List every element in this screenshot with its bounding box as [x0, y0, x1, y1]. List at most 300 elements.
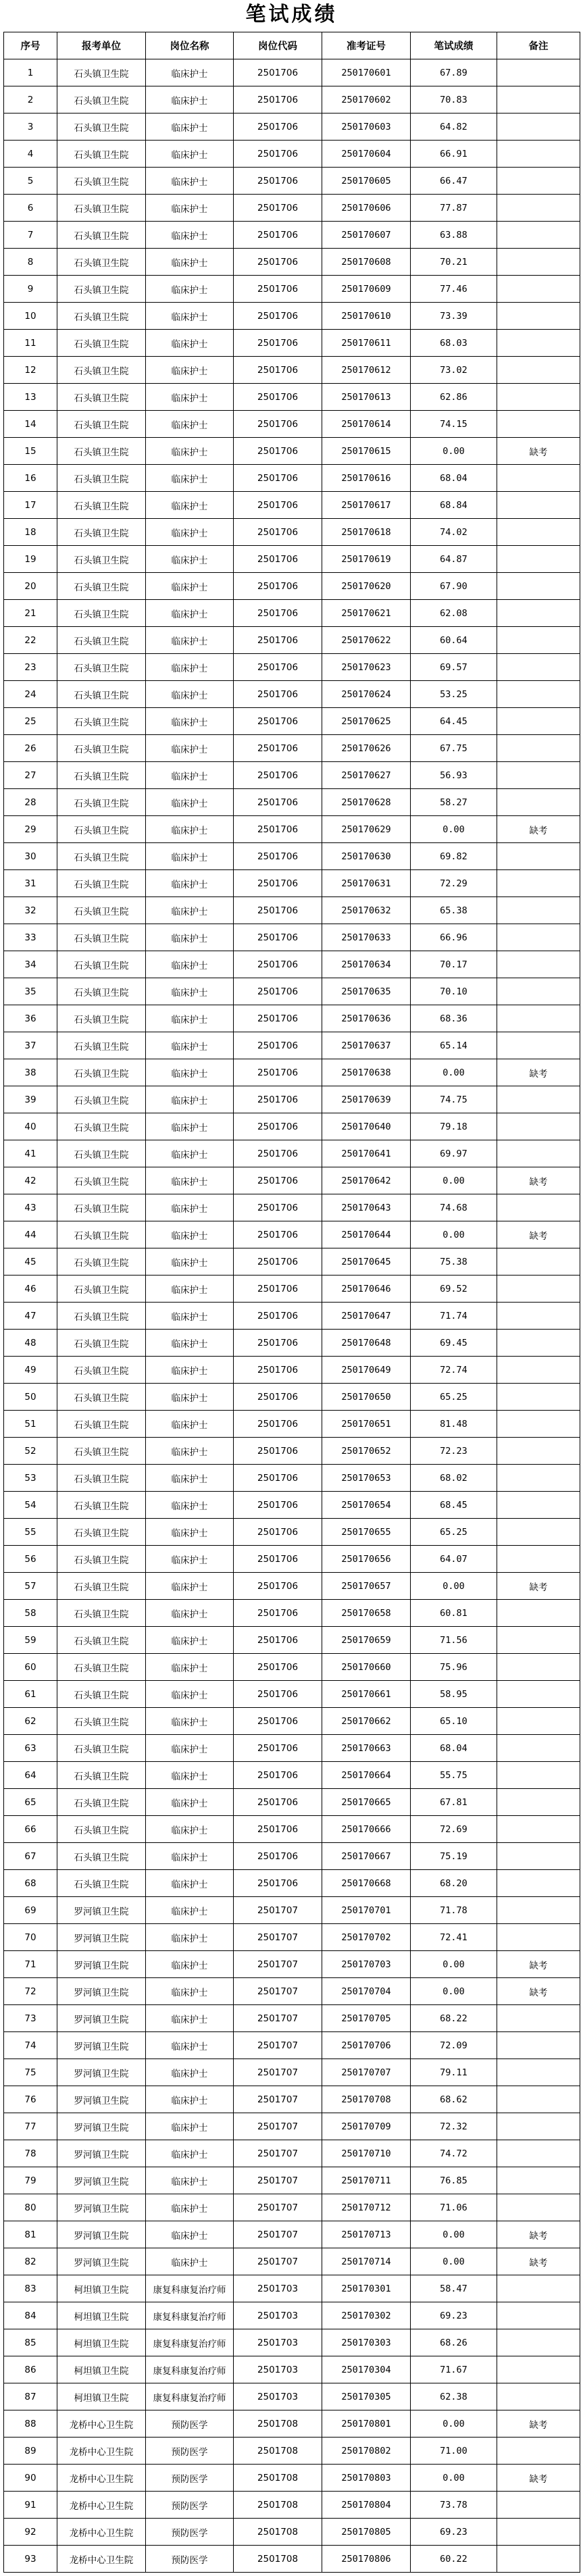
- table-row: [4, 1951, 580, 1978]
- cell-row-index: 93: [4, 2546, 57, 2573]
- table-row: [4, 357, 580, 384]
- cell-score: 66.47: [411, 168, 497, 195]
- cell-position-code: 2501706: [234, 330, 322, 357]
- cell-ticket-number: 250170710: [322, 2140, 411, 2167]
- cell-score: 0.00: [411, 1221, 497, 1248]
- cell-position-code: 2501707: [234, 1897, 322, 1924]
- cell-position-code: 2501706: [234, 1573, 322, 1600]
- cell-position-name: 临床护士: [146, 2167, 234, 2194]
- cell-score: 64.82: [411, 113, 497, 141]
- cell-remark: [497, 465, 580, 492]
- cell-position-name: 临床护士: [146, 1032, 234, 1059]
- cell-row-index: 62: [4, 1708, 57, 1735]
- cell-position-name: 临床护士: [146, 1789, 234, 1816]
- cell-row-index: 65: [4, 1789, 57, 1816]
- cell-row-index: 54: [4, 1492, 57, 1519]
- cell-position-code: 2501706: [234, 1086, 322, 1113]
- cell-unit: 石头镇卫生院: [57, 411, 146, 438]
- cell-ticket-number: 250170633: [322, 924, 411, 951]
- table-row: [4, 1924, 580, 1951]
- cell-remark: [497, 654, 580, 681]
- table-row: [4, 573, 580, 600]
- cell-unit: 石头镇卫生院: [57, 1519, 146, 1546]
- table-row: [4, 1411, 580, 1438]
- cell-unit: 石头镇卫生院: [57, 735, 146, 762]
- table-row: [4, 1546, 580, 1573]
- cell-position-name: 康复科康复治疗师: [146, 2356, 234, 2383]
- cell-ticket-number: 250170701: [322, 1897, 411, 1924]
- cell-position-code: 2501706: [234, 1059, 322, 1086]
- cell-row-index: 77: [4, 2113, 57, 2140]
- cell-position-code: 2501706: [234, 762, 322, 789]
- cell-position-code: 2501708: [234, 2438, 322, 2465]
- cell-remark: [497, 1627, 580, 1654]
- cell-ticket-number: 250170614: [322, 411, 411, 438]
- cell-score: 0.00: [411, 1059, 497, 1086]
- cell-row-index: 60: [4, 1654, 57, 1681]
- cell-remark: [497, 168, 580, 195]
- cell-row-index: 83: [4, 2275, 57, 2302]
- table-row: [4, 2248, 580, 2275]
- cell-ticket-number: 250170802: [322, 2438, 411, 2465]
- cell-unit: 石头镇卫生院: [57, 1546, 146, 1573]
- cell-position-name: 临床护士: [146, 1897, 234, 1924]
- cell-position-code: 2501707: [234, 2032, 322, 2059]
- cell-position-name: 临床护士: [146, 978, 234, 1005]
- cell-unit: 石头镇卫生院: [57, 924, 146, 951]
- cell-ticket-number: 250170602: [322, 86, 411, 113]
- cell-unit: 石头镇卫生院: [57, 1330, 146, 1357]
- cell-position-code: 2501708: [234, 2465, 322, 2492]
- cell-ticket-number: 250170630: [322, 843, 411, 870]
- cell-position-code: 2501707: [234, 1978, 322, 2005]
- cell-row-index: 30: [4, 843, 57, 870]
- cell-remark: [497, 59, 580, 86]
- cell-score: 67.75: [411, 735, 497, 762]
- table-row: [4, 2546, 580, 2573]
- cell-position-name: 临床护士: [146, 1924, 234, 1951]
- cell-position-code: 2501707: [234, 2194, 322, 2221]
- table-row: [4, 1086, 580, 1113]
- cell-score: 68.04: [411, 1735, 497, 1762]
- cell-unit: 石头镇卫生院: [57, 492, 146, 519]
- cell-score: 74.02: [411, 519, 497, 546]
- cell-position-code: 2501706: [234, 1303, 322, 1330]
- cell-row-index: 78: [4, 2140, 57, 2167]
- cell-position-code: 2501706: [234, 1627, 322, 1654]
- cell-ticket-number: 250170665: [322, 1789, 411, 1816]
- cell-ticket-number: 250170705: [322, 2005, 411, 2032]
- cell-unit: 石头镇卫生院: [57, 1384, 146, 1411]
- cell-ticket-number: 250170806: [322, 2546, 411, 2573]
- cell-position-code: 2501706: [234, 1221, 322, 1248]
- cell-position-code: 2501706: [234, 627, 322, 654]
- cell-unit: 罗河镇卫生院: [57, 2032, 146, 2059]
- cell-position-name: 临床护士: [146, 1951, 234, 1978]
- cell-unit: 石头镇卫生院: [57, 1735, 146, 1762]
- cell-position-name: 临床护士: [146, 1086, 234, 1113]
- table-row: [4, 2167, 580, 2194]
- cell-score: 73.02: [411, 357, 497, 384]
- cell-position-name: 临床护士: [146, 897, 234, 924]
- cell-remark: 缺考: [497, 1951, 580, 1978]
- cell-remark: [497, 1843, 580, 1870]
- cell-row-index: 44: [4, 1221, 57, 1248]
- cell-score: 72.23: [411, 1438, 497, 1465]
- table-row: [4, 735, 580, 762]
- cell-position-name: 临床护士: [146, 573, 234, 600]
- cell-position-name: 临床护士: [146, 330, 234, 357]
- cell-row-index: 61: [4, 1681, 57, 1708]
- cell-score: 0.00: [411, 1167, 497, 1194]
- cell-position-code: 2501706: [234, 1816, 322, 1843]
- cell-position-name: 临床护士: [146, 113, 234, 141]
- cell-ticket-number: 250170706: [322, 2032, 411, 2059]
- table-row: [4, 141, 580, 168]
- cell-remark: [497, 1708, 580, 1735]
- cell-unit: 石头镇卫生院: [57, 1059, 146, 1086]
- header-cell-unit: 报考单位: [57, 32, 146, 59]
- table-row: [4, 1627, 580, 1654]
- cell-ticket-number: 250170612: [322, 357, 411, 384]
- cell-score: 75.38: [411, 1248, 497, 1276]
- cell-position-name: 临床护士: [146, 1357, 234, 1384]
- cell-position-code: 2501706: [234, 1708, 322, 1735]
- cell-row-index: 91: [4, 2492, 57, 2519]
- cell-row-index: 21: [4, 600, 57, 627]
- cell-position-name: 临床护士: [146, 1384, 234, 1411]
- cell-position-code: 2501706: [234, 1167, 322, 1194]
- cell-row-index: 84: [4, 2302, 57, 2329]
- table-row: [4, 411, 580, 438]
- cell-score: 68.03: [411, 330, 497, 357]
- cell-position-code: 2501707: [234, 2167, 322, 2194]
- cell-score: 69.45: [411, 1330, 497, 1357]
- cell-score: 65.38: [411, 897, 497, 924]
- cell-position-name: 临床护士: [146, 951, 234, 978]
- cell-ticket-number: 250170619: [322, 546, 411, 573]
- cell-position-name: 临床护士: [146, 249, 234, 276]
- cell-position-code: 2501706: [234, 384, 322, 411]
- cell-unit: 罗河镇卫生院: [57, 1924, 146, 1951]
- cell-position-name: 临床护士: [146, 1465, 234, 1492]
- table-row: [4, 1167, 580, 1194]
- cell-remark: [497, 1870, 580, 1897]
- cell-unit: 石头镇卫生院: [57, 141, 146, 168]
- cell-row-index: 82: [4, 2248, 57, 2275]
- cell-position-code: 2501707: [234, 2059, 322, 2086]
- table-row: [4, 2302, 580, 2329]
- cell-ticket-number: 250170660: [322, 1654, 411, 1681]
- cell-remark: 缺考: [497, 816, 580, 843]
- cell-score: 0.00: [411, 2248, 497, 2275]
- cell-row-index: 12: [4, 357, 57, 384]
- cell-remark: 缺考: [497, 1221, 580, 1248]
- cell-ticket-number: 250170649: [322, 1357, 411, 1384]
- cell-score: 68.45: [411, 1492, 497, 1519]
- cell-unit: 罗河镇卫生院: [57, 2248, 146, 2275]
- table-row: [4, 2086, 580, 2113]
- cell-remark: 缺考: [497, 1167, 580, 1194]
- cell-unit: 石头镇卫生院: [57, 654, 146, 681]
- cell-ticket-number: 250170606: [322, 195, 411, 222]
- table-row: [4, 1708, 580, 1735]
- cell-remark: 缺考: [497, 2465, 580, 2492]
- cell-position-code: 2501706: [234, 951, 322, 978]
- cell-position-name: 临床护士: [146, 924, 234, 951]
- cell-score: 73.78: [411, 2492, 497, 2519]
- cell-score: 64.07: [411, 1546, 497, 1573]
- cell-ticket-number: 250170621: [322, 600, 411, 627]
- cell-position-code: 2501706: [234, 600, 322, 627]
- table-row: [4, 2410, 580, 2438]
- cell-ticket-number: 250170304: [322, 2356, 411, 2383]
- cell-score: 60.64: [411, 627, 497, 654]
- cell-score: 71.00: [411, 2438, 497, 2465]
- cell-unit: 石头镇卫生院: [57, 1627, 146, 1654]
- cell-position-code: 2501707: [234, 1951, 322, 1978]
- cell-unit: 石头镇卫生院: [57, 519, 146, 546]
- cell-position-name: 临床护士: [146, 168, 234, 195]
- cell-position-name: 临床护士: [146, 1438, 234, 1465]
- cell-ticket-number: 250170654: [322, 1492, 411, 1519]
- table-row: [4, 2005, 580, 2032]
- table-row: [4, 2113, 580, 2140]
- cell-score: 71.06: [411, 2194, 497, 2221]
- table-row: [4, 303, 580, 330]
- cell-remark: [497, 1357, 580, 1384]
- cell-unit: 石头镇卫生院: [57, 465, 146, 492]
- cell-row-index: 24: [4, 681, 57, 708]
- cell-unit: 石头镇卫生院: [57, 1438, 146, 1465]
- cell-ticket-number: 250170610: [322, 303, 411, 330]
- cell-unit: 龙桥中心卫生院: [57, 2438, 146, 2465]
- cell-score: 53.25: [411, 681, 497, 708]
- cell-row-index: 8: [4, 249, 57, 276]
- cell-score: 0.00: [411, 2410, 497, 2438]
- cell-unit: 石头镇卫生院: [57, 1708, 146, 1735]
- cell-ticket-number: 250170305: [322, 2383, 411, 2410]
- cell-row-index: 63: [4, 1735, 57, 1762]
- cell-remark: [497, 2356, 580, 2383]
- cell-unit: 石头镇卫生院: [57, 762, 146, 789]
- table-row: [4, 1221, 580, 1248]
- cell-remark: [497, 330, 580, 357]
- cell-unit: 石头镇卫生院: [57, 897, 146, 924]
- cell-ticket-number: 250170657: [322, 1573, 411, 1600]
- cell-position-name: 临床护士: [146, 1303, 234, 1330]
- cell-remark: [497, 2383, 580, 2410]
- cell-unit: 石头镇卫生院: [57, 1032, 146, 1059]
- cell-unit: 罗河镇卫生院: [57, 2005, 146, 2032]
- cell-position-code: 2501706: [234, 1789, 322, 1816]
- cell-position-code: 2501707: [234, 2140, 322, 2167]
- cell-position-code: 2501706: [234, 573, 322, 600]
- table-row: [4, 600, 580, 627]
- cell-ticket-number: 250170618: [322, 519, 411, 546]
- table-row: [4, 168, 580, 195]
- cell-score: 0.00: [411, 1573, 497, 1600]
- cell-ticket-number: 250170301: [322, 2275, 411, 2302]
- cell-unit: 石头镇卫生院: [57, 330, 146, 357]
- cell-position-code: 2501703: [234, 2302, 322, 2329]
- cell-position-name: 预防医学: [146, 2492, 234, 2519]
- cell-score: 72.32: [411, 2113, 497, 2140]
- cell-ticket-number: 250170642: [322, 1167, 411, 1194]
- cell-unit: 石头镇卫生院: [57, 708, 146, 735]
- cell-row-index: 33: [4, 924, 57, 951]
- cell-remark: [497, 897, 580, 924]
- table-row: [4, 2492, 580, 2519]
- cell-remark: [497, 1897, 580, 1924]
- cell-ticket-number: 250170303: [322, 2329, 411, 2356]
- table-row: [4, 1897, 580, 1924]
- cell-remark: [497, 2546, 580, 2573]
- table-row: [4, 1384, 580, 1411]
- cell-row-index: 43: [4, 1194, 57, 1221]
- cell-row-index: 5: [4, 168, 57, 195]
- cell-ticket-number: 250170661: [322, 1681, 411, 1708]
- cell-unit: 龙桥中心卫生院: [57, 2519, 146, 2546]
- cell-score: 81.48: [411, 1411, 497, 1438]
- cell-score: 67.90: [411, 573, 497, 600]
- cell-remark: [497, 2302, 580, 2329]
- cell-ticket-number: 250170662: [322, 1708, 411, 1735]
- cell-score: 76.85: [411, 2167, 497, 2194]
- cell-remark: [497, 1330, 580, 1357]
- cell-row-index: 27: [4, 762, 57, 789]
- cell-position-code: 2501706: [234, 113, 322, 141]
- cell-position-name: 康复科康复治疗师: [146, 2302, 234, 2329]
- cell-ticket-number: 250170620: [322, 573, 411, 600]
- cell-position-code: 2501706: [234, 1330, 322, 1357]
- cell-unit: 石头镇卫生院: [57, 1492, 146, 1519]
- cell-row-index: 31: [4, 870, 57, 897]
- cell-score: 64.45: [411, 708, 497, 735]
- cell-remark: [497, 303, 580, 330]
- cell-row-index: 75: [4, 2059, 57, 2086]
- cell-position-name: 临床护士: [146, 1492, 234, 1519]
- cell-unit: 石头镇卫生院: [57, 1005, 146, 1032]
- cell-unit: 石头镇卫生院: [57, 1113, 146, 1140]
- cell-ticket-number: 250170712: [322, 2194, 411, 2221]
- cell-position-name: 临床护士: [146, 1248, 234, 1276]
- cell-position-name: 预防医学: [146, 2546, 234, 2573]
- cell-score: 69.52: [411, 1276, 497, 1303]
- cell-score: 75.96: [411, 1654, 497, 1681]
- table-row: [4, 1654, 580, 1681]
- table-row: [4, 2140, 580, 2167]
- cell-ticket-number: 250170646: [322, 1276, 411, 1303]
- cell-row-index: 76: [4, 2086, 57, 2113]
- cell-ticket-number: 250170645: [322, 1248, 411, 1276]
- table-row: [4, 2519, 580, 2546]
- cell-position-name: 临床护士: [146, 1330, 234, 1357]
- cell-ticket-number: 250170713: [322, 2221, 411, 2248]
- cell-position-name: 临床护士: [146, 2194, 234, 2221]
- cell-score: 64.87: [411, 546, 497, 573]
- cell-position-code: 2501706: [234, 1384, 322, 1411]
- cell-position-name: 康复科康复治疗师: [146, 2329, 234, 2356]
- cell-ticket-number: 250170801: [322, 2410, 411, 2438]
- cell-position-code: 2501706: [234, 519, 322, 546]
- cell-remark: [497, 1194, 580, 1221]
- header-cell-index: 序号: [4, 32, 57, 59]
- cell-row-index: 47: [4, 1303, 57, 1330]
- cell-row-index: 13: [4, 384, 57, 411]
- cell-score: 68.04: [411, 465, 497, 492]
- cell-position-code: 2501707: [234, 2248, 322, 2275]
- cell-score: 0.00: [411, 2465, 497, 2492]
- cell-remark: [497, 1248, 580, 1276]
- cell-row-index: 86: [4, 2356, 57, 2383]
- table-row: [4, 1762, 580, 1789]
- cell-position-code: 2501706: [234, 1140, 322, 1167]
- cell-position-code: 2501707: [234, 2086, 322, 2113]
- table-row: [4, 2275, 580, 2302]
- cell-ticket-number: 250170626: [322, 735, 411, 762]
- cell-score: 71.67: [411, 2356, 497, 2383]
- cell-position-name: 临床护士: [146, 2032, 234, 2059]
- cell-ticket-number: 250170604: [322, 141, 411, 168]
- cell-position-code: 2501706: [234, 1762, 322, 1789]
- cell-position-name: 临床护士: [146, 465, 234, 492]
- cell-remark: [497, 735, 580, 762]
- cell-position-name: 临床护士: [146, 492, 234, 519]
- table-row: [4, 2356, 580, 2383]
- cell-score: 79.18: [411, 1113, 497, 1140]
- cell-row-index: 6: [4, 195, 57, 222]
- table-row: [4, 2438, 580, 2465]
- table-row: [4, 951, 580, 978]
- cell-position-code: 2501706: [234, 195, 322, 222]
- cell-row-index: 36: [4, 1005, 57, 1032]
- cell-remark: [497, 2492, 580, 2519]
- cell-score: 69.82: [411, 843, 497, 870]
- cell-ticket-number: 250170653: [322, 1465, 411, 1492]
- cell-position-code: 2501706: [234, 1546, 322, 1573]
- cell-position-code: 2501703: [234, 2329, 322, 2356]
- cell-ticket-number: 250170628: [322, 789, 411, 816]
- cell-position-code: 2501706: [234, 1438, 322, 1465]
- cell-unit: 石头镇卫生院: [57, 86, 146, 113]
- cell-row-index: 29: [4, 816, 57, 843]
- cell-score: 70.21: [411, 249, 497, 276]
- cell-ticket-number: 250170702: [322, 1924, 411, 1951]
- cell-position-name: 临床护士: [146, 546, 234, 573]
- cell-remark: [497, 2329, 580, 2356]
- cell-position-code: 2501706: [234, 870, 322, 897]
- cell-score: 69.23: [411, 2519, 497, 2546]
- cell-unit: 石头镇卫生院: [57, 1194, 146, 1221]
- cell-remark: [497, 789, 580, 816]
- cell-position-name: 临床护士: [146, 816, 234, 843]
- cell-position-code: 2501707: [234, 2005, 322, 2032]
- cell-remark: [497, 1789, 580, 1816]
- table-row: [4, 2221, 580, 2248]
- table-row: [4, 546, 580, 573]
- cell-unit: 柯坦镇卫生院: [57, 2356, 146, 2383]
- cell-score: 63.88: [411, 222, 497, 249]
- table-row: [4, 1032, 580, 1059]
- cell-ticket-number: 250170302: [322, 2302, 411, 2329]
- cell-remark: [497, 1465, 580, 1492]
- cell-unit: 石头镇卫生院: [57, 1140, 146, 1167]
- table-row: [4, 843, 580, 870]
- cell-remark: [497, 1816, 580, 1843]
- cell-position-code: 2501706: [234, 1194, 322, 1221]
- table-row: [4, 1816, 580, 1843]
